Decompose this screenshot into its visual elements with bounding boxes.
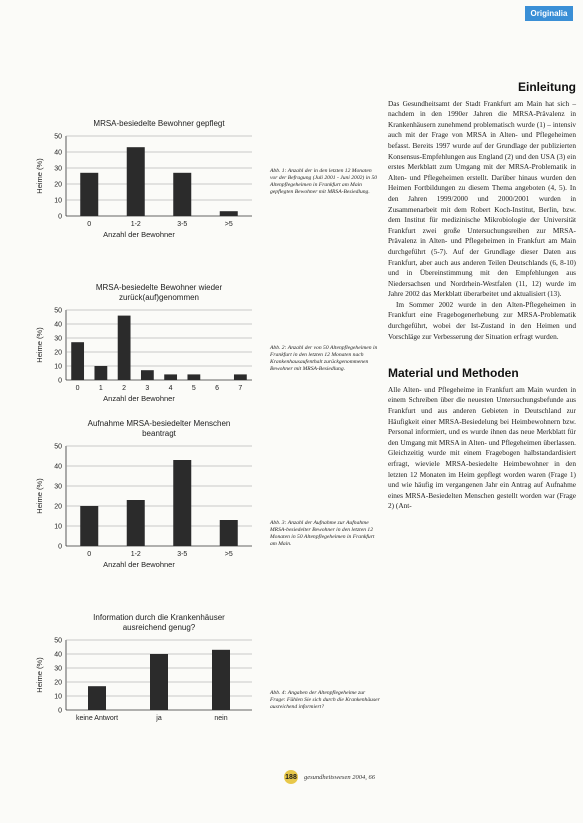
x-tick-label: 3: [145, 385, 150, 392]
bar: [173, 460, 191, 546]
caption-label: Abb. 3:: [270, 520, 287, 526]
x-tick-label: ja: [156, 715, 162, 722]
x-axis-label: Anzahl der Bewohner: [103, 394, 175, 403]
x-tick-label: 3-5: [177, 551, 188, 558]
x-tick-label: >5: [224, 551, 233, 558]
caption-text: Anzahl der von 50 Altenpflegeheimen in Frankfurt in den letzten 12 Monaten nach Krankenhausaufenthalt zurückgenommenen Bewohner mit MRSA-Besiedlung.: [270, 345, 378, 372]
caption-text: Angaben der Altenpflegeheime zur Frage: Fühlen Sie sich durch die Krankenhäuser ausreichend informiert?: [270, 690, 380, 710]
y-tick-label: 40: [54, 463, 62, 471]
y-tick-label: 10: [54, 523, 62, 531]
y-tick-label: 30: [54, 483, 62, 491]
x-tick-label: 3-5: [177, 221, 188, 228]
chart-aufnahme-beantragt: [30, 418, 270, 578]
text-column: [388, 82, 576, 512]
y-tick-label: 50: [54, 133, 62, 141]
y-tick-label: 20: [54, 679, 62, 687]
x-tick-label: >5: [224, 221, 233, 228]
page-footer: [284, 770, 375, 784]
y-tick-label: 0: [58, 213, 62, 221]
bar: [118, 316, 131, 380]
caption-text: Anzahl der Aufnahme zur Aufnahme MRSA-besiedelter Bewohner in den letzten 12 Monaten in 50 Altenpflegeheimen in Frankfurt am Main.: [270, 520, 375, 547]
x-tick-label: 7: [238, 385, 243, 392]
y-tick-label: 10: [54, 197, 62, 205]
bar: [80, 173, 98, 216]
chart-mrsa-gepflegt: [30, 118, 270, 248]
y-axis-label: Heime (%): [35, 478, 44, 514]
y-tick-label: 40: [54, 149, 62, 157]
x-tick-label: 2: [122, 385, 127, 392]
paragraph: Im Sommer 2002 wurde in den Alten-Pflegeheimen in Frankfurt eine Fragebogenerhebung zur MRSA-Problematik durchgeführt, wobei der Ist-Zustand in den Heimen und Vorschläge zur Verbesserung der Situation erfragt wurden.: [388, 299, 576, 341]
y-tick-label: 50: [54, 637, 62, 645]
x-tick-label: 4: [168, 385, 173, 392]
chart-title: zurück(auf)genommen: [118, 293, 200, 302]
chart-information: [30, 612, 270, 742]
figure-2: [30, 282, 270, 417]
y-tick-label: 10: [54, 363, 62, 371]
figure-1: [30, 118, 270, 253]
bar: [187, 374, 200, 380]
caption-label: Abb. 1:: [270, 168, 287, 174]
caption-4: [270, 690, 380, 711]
bar: [127, 147, 145, 216]
section-badge: Originalia: [525, 6, 573, 21]
x-tick-label: nein: [214, 715, 228, 722]
chart-title: Information durch die Krankenhäuser: [93, 613, 225, 622]
bar: [164, 374, 177, 380]
y-tick-label: 10: [54, 693, 62, 701]
chart-title: MRSA-besiedelte Bewohner wieder: [95, 283, 223, 292]
x-tick-label: 0: [87, 551, 92, 558]
figure-4: [30, 612, 270, 747]
x-axis-label: Anzahl der Bewohner: [103, 560, 175, 569]
chart-title: Aufnahme MRSA-besiedelter Menschen: [87, 419, 231, 428]
x-axis-label: Anzahl der Bewohner: [103, 230, 175, 239]
y-tick-label: 0: [58, 543, 62, 551]
bar: [94, 366, 107, 380]
bar: [220, 520, 238, 546]
y-tick-label: 50: [54, 443, 62, 451]
y-tick-label: 20: [54, 349, 62, 357]
caption-1: [270, 168, 380, 196]
y-tick-label: 50: [54, 307, 62, 315]
caption-text: Anzahl der in den letzten 12 Monaten vor der Befragung (Juli 2001 - Juni 2002) in 50 Altenpflegeheimen in Frankfurt am Main gepflegten Bewohner mit MRSA-Besiedlung.: [270, 168, 378, 195]
y-tick-label: 40: [54, 321, 62, 329]
bar: [150, 654, 168, 710]
bar: [234, 374, 247, 380]
x-tick-label: 1: [98, 385, 103, 392]
y-tick-label: 30: [54, 665, 62, 673]
x-tick-label: keine Antwort: [75, 715, 119, 722]
y-tick-label: 40: [54, 651, 62, 659]
caption-2: [270, 345, 380, 373]
chart-title: beantragt: [142, 429, 176, 438]
x-tick-label: 6: [215, 385, 220, 392]
y-tick-label: 0: [58, 377, 62, 385]
bar: [141, 370, 154, 380]
caption-label: Abb. 2:: [270, 345, 287, 351]
paragraph: Das Gesundheitsamt der Stadt Frankfurt am Main hat sich – nachdem in den 1990er Jahren die MRSA-Prävalenz in Krankenhäusern zunehmend problematisch wurde (1) – intensiv auch mit der Frage von MRSA in Alten- und Pflegeheimen befasst. Bereits 1997 wurde auf der Grundlage der publizierten Konsensus-Empfehlungen aus England (2) und den USA (3) ein erstes Merkblatt zum Umgang mit der MRSA-Problematik in Alten- und Pflegeheimen erstellt. Darüber hinaus wurden den Heimen Fortbildungen zu diesem Thema angeboten (4, 5). In den Jahren 1999/2000 und 2000/2001 wurden in Zusammenarbeit mit dem Robert Koch-Institut, Berlin, bzw. dem Institut für medizinische Mikrobiologie der Universität Frankfurt zwei große Untersuchungsreihen zur MRSA-Prävalenz in Alten- und Pflegeheimen in Frankfurt am Main durchgeführt (5-7). Auf der Grundlage dieser Daten aus Frankfurt, aber auch aus anderen Teilen Deutschlands (6, 8-10) und in Übereinstimmung mit den Empfehlungen aus Niedersachsen und Nordrhein-Westfalen (11, 12) wurde im Jahre 2002 das Merkblatt überarbeitet und aktualisiert (13).: [388, 98, 576, 299]
y-tick-label: 30: [54, 335, 62, 343]
y-tick-label: 30: [54, 165, 62, 173]
y-axis-label: Heime (%): [35, 158, 44, 194]
figure-3: [30, 418, 270, 583]
y-tick-label: 20: [54, 503, 62, 511]
heading-einleitung: Einleitung: [518, 80, 576, 94]
bar: [212, 650, 230, 710]
caption-3: [270, 520, 380, 548]
y-tick-label: 0: [58, 707, 62, 715]
heading-material-methoden: Material und Methoden: [388, 366, 519, 381]
chart-mrsa-zurueckgenommen: [30, 282, 270, 412]
x-tick-label: 0: [87, 221, 92, 228]
caption-label: Abb. 4:: [270, 690, 287, 696]
bar: [71, 342, 84, 380]
bar: [88, 686, 106, 710]
chart-title: MRSA-besiedelte Bewohner gepflegt: [93, 119, 225, 128]
x-tick-label: 1-2: [130, 221, 141, 228]
x-tick-label: 0: [75, 385, 80, 392]
y-axis-label: Heime (%): [35, 657, 44, 693]
y-tick-label: 20: [54, 181, 62, 189]
bar: [173, 173, 191, 216]
bar: [127, 500, 145, 546]
x-tick-label: 5: [191, 385, 196, 392]
y-axis-label: Heime (%): [35, 327, 44, 363]
bar: [220, 211, 238, 216]
journal-reference: gesundheitswesen 2004, 66: [304, 773, 375, 781]
x-tick-label: 1-2: [130, 551, 141, 558]
chart-title: ausreichend genug?: [122, 623, 196, 632]
paragraph: Alle Alten- und Pflegeheime in Frankfurt am Main wurden in einem Schreiben über die neuesten Untersuchungsbefunde aus Frankfurt und aus anderen Gebieten in Deutschland zur Häufigkeit einer MRSA-Besiedelung bei Heimbewohnern bzw. Personal informiert, und es wurde ihnen das neue Merkblatt für den Umgang mit MRSA in Alten- und Pflegeheimen überlassen. Gleichzeitig wurde mit einem Fragebogen halbstandardisiert erfragt, wieviele MRSA-besiedelte Heimbewohner in den letzten 12 Monaten im Heim gepflegt worden waren (Frage 1) und wie häufig im vergangenen Jahr ein Antrag auf Aufnahme eines MRSA-Besiedelten Menschen gestellt worden war (Frage 2) (Ant-: [388, 384, 576, 511]
page-number: 188: [284, 770, 298, 784]
bar: [80, 506, 98, 546]
